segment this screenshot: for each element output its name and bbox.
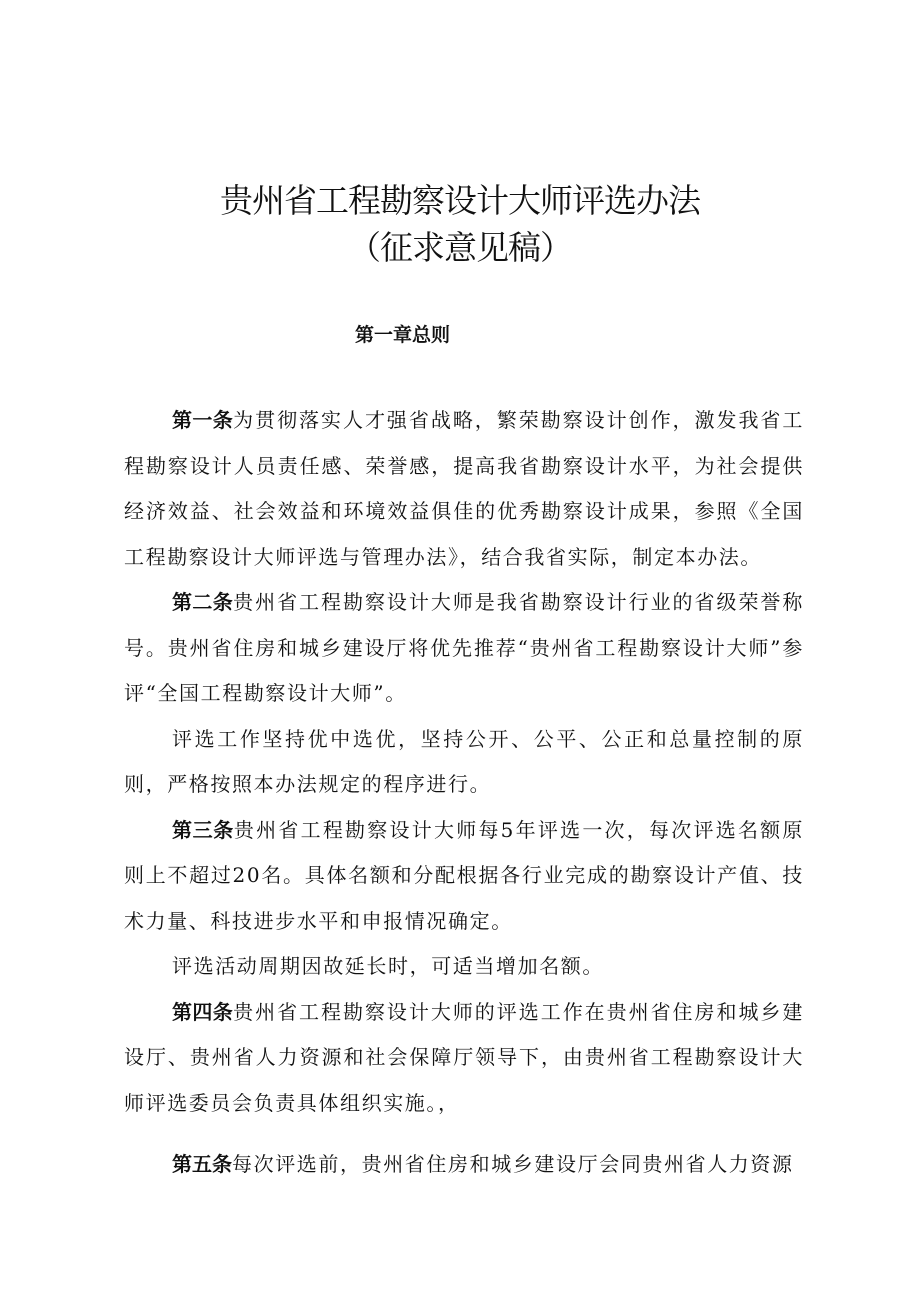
article-paragraph xyxy=(124,717,804,808)
document-title: 贵州省工程勘察设计大师评选办法 xyxy=(220,181,700,220)
article-paragraph xyxy=(124,398,804,580)
article-text: 评选活动周期因故延长时，可适当增加名额。 xyxy=(172,954,604,978)
article-text: 贵州省工程勘察设计大师的评选工作在贵州省住房和城乡建设厅、贵州省人力资源和社会保障厅领导下，由贵州省工程勘察设计大师评选委员会负责具体组织实施。， xyxy=(124,999,805,1115)
article-paragraph xyxy=(124,944,804,990)
article-paragraph xyxy=(124,990,804,1127)
document-subtitle: （征求意见稿） xyxy=(348,228,572,267)
article-text: 为贯彻落实人才强省战略，繁荣勘察设计创作，激发我省工程勘察设计人员责任感、荣誉感，提高我省勘察设计水平，为社会提供经济效益、社会效益和环境效益俱佳的优秀勘察设计成果，参照《全国工程勘察设计大师评选与管理办法》，结合我省实际，制定本办法。 xyxy=(124,408,805,569)
document-body-continued xyxy=(124,1142,804,1188)
article-paragraph xyxy=(124,808,804,945)
article-label: 第四条 xyxy=(172,999,234,1024)
article-label: 第二条 xyxy=(172,590,234,614)
article-label: 第一条 xyxy=(172,408,234,432)
article-text: 每次评选前，贵州省住房和城乡建设厅会同贵州省人力资源 xyxy=(232,1152,794,1176)
article-label: 第五条 xyxy=(172,1152,232,1176)
article-text: 贵州省工程勘察设计大师每5年评选一次，每次评选名额原则上不超过20名。具体名额和分配根据各行业完成的勘察设计产值、技术力量、科技进步水平和申报情况确定。 xyxy=(124,817,805,933)
article-text: 贵州省工程勘察设计大师是我省勘察设计行业的省级荣誉称号。贵州省住房和城乡建设厅将优先推荐“贵州省工程勘察设计大师”参评“全国工程勘察设计大师”。 xyxy=(124,590,805,705)
article-label: 第三条 xyxy=(172,817,234,842)
article-paragraph xyxy=(124,580,804,717)
chapter-heading: 第一章总则 xyxy=(355,324,451,346)
document-body xyxy=(124,398,804,1126)
article-text: 评选工作坚持优中选优，坚持公开、公平、公正和总量控制的原则，严格按照本办法规定的程序进行。 xyxy=(124,726,804,796)
article-paragraph xyxy=(124,1142,804,1188)
